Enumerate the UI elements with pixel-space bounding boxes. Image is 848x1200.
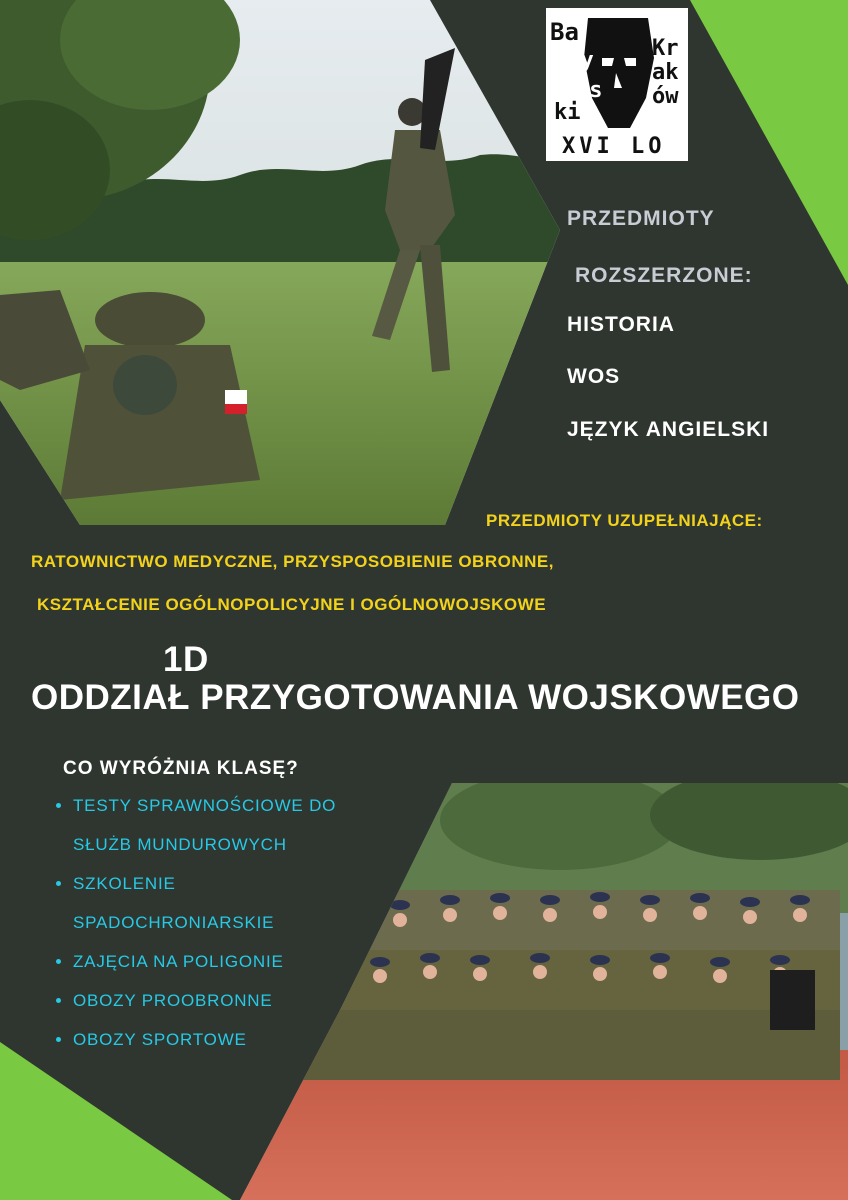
subject-history: HISTORIA — [567, 313, 675, 336]
feature-item-label: SPADOCHRONIARSKIE — [73, 913, 275, 932]
class-name: ODDZIAŁ PRZYGOTOWANIA WOJSKOWEGO — [31, 678, 800, 717]
logo-bottom-text: XVI LO — [562, 134, 666, 159]
feature-item — [56, 981, 336, 1020]
subject-english: JĘZYK ANGIELSKI — [567, 418, 770, 441]
green-accent-bottom-left — [0, 1042, 232, 1200]
subject-wos: WOS — [567, 365, 621, 388]
logo-letters-7: ów — [652, 84, 679, 109]
bullet-dot-icon — [56, 803, 61, 808]
feature-item — [56, 864, 336, 903]
logo-letters-3: ńs — [576, 78, 603, 103]
feature-item — [56, 1020, 336, 1059]
feature-item-label: SZKOLENIE — [73, 874, 176, 893]
logo-letters-2: czy — [554, 48, 594, 73]
photo-field-training — [0, 0, 600, 527]
feature-item-label: TESTY SPRAWNOŚCIOWE DO — [73, 796, 337, 815]
feature-item-label: ZAJĘCIA NA POLIGONIE — [73, 952, 284, 971]
supplementary-line1: RATOWNICTWO MEDYCZNE, PRZYSPOSOBIENIE OBRONNE, — [31, 552, 554, 571]
feature-item — [56, 786, 336, 825]
feature-item-label: SŁUŻB MUNDUROWYCH — [73, 835, 287, 854]
bullet-dot-icon — [56, 998, 61, 1003]
feature-item-continuation — [56, 825, 336, 864]
extended-heading-line1: PRZEDMIOTY — [567, 207, 715, 230]
school-logo — [546, 8, 688, 161]
feature-item — [56, 942, 336, 981]
features-heading: CO WYRÓŻNIA KLASĘ? — [63, 758, 299, 779]
extended-heading-line2: ROZSZERZONE: — [575, 264, 753, 287]
features-list — [56, 786, 336, 1059]
logo-letters-5: Kr — [652, 36, 679, 61]
feature-item-continuation — [56, 903, 336, 942]
feature-item-label: OBOZY SPORTOWE — [73, 1030, 247, 1049]
supplementary-heading: PRZEDMIOTY UZUPEŁNIAJĄCE: — [486, 511, 763, 530]
logo-letters-1: Ba — [550, 18, 579, 46]
bullet-dot-icon — [56, 1037, 61, 1042]
feature-item-label: OBOZY PROOBRONNE — [73, 991, 273, 1010]
supplementary-line2: KSZTAŁCENIE OGÓLNOPOLICYJNE I OGÓLNOWOJSKOWE — [37, 595, 547, 614]
logo-letters-6: ak — [652, 60, 679, 85]
bullet-dot-icon — [56, 959, 61, 964]
green-accent-top-right — [690, 0, 848, 285]
class-code: 1D — [163, 640, 209, 679]
logo-letters-4: ki — [554, 100, 581, 125]
bullet-dot-icon — [56, 881, 61, 886]
